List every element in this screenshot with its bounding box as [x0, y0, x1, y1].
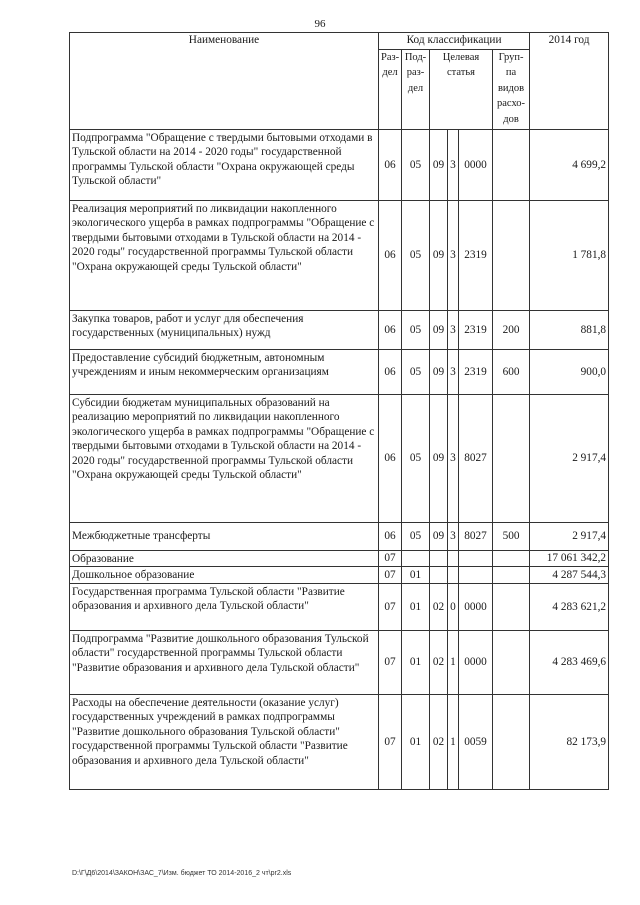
row-target-item: 2319 [459, 349, 493, 394]
budget-table [69, 32, 609, 790]
row-podrazdel: 05 [402, 349, 430, 394]
row-sum: 881,8 [530, 310, 609, 349]
row-target-item [459, 567, 493, 584]
row-target-sub [448, 567, 459, 584]
row-target-item: 0059 [459, 694, 493, 789]
row-name: Межбюджетные трансферты [70, 522, 379, 550]
row-name: Предоставление субсидий бюджетным, автономным учреждениям и иным некоммерческим организациям [70, 349, 379, 394]
header-gruppa: Груп-па видов расхо-дов [493, 49, 530, 129]
row-target-item: 2319 [459, 200, 493, 310]
row-target-program [430, 567, 448, 584]
row-target-program: 09 [430, 349, 448, 394]
row-sum: 900,0 [530, 349, 609, 394]
row-sum: 17 061 342,2 [530, 550, 609, 567]
table-row [70, 550, 609, 567]
row-target-sub: 0 [448, 583, 459, 630]
row-target-item [459, 550, 493, 567]
row-expense-group [493, 694, 530, 789]
row-expense-group: 500 [493, 522, 530, 550]
table-row [70, 567, 609, 584]
row-name: Подпрограмма "Развитие дошкольного образования Тульской области" государственной программы Тульской области "Развитие образования и архивного дела Тульской области" [70, 630, 379, 694]
row-name: Закупка товаров, работ и услуг для обеспечения государственных (муниципальных) нужд [70, 310, 379, 349]
row-name: Государственная программа Тульской области "Развитие образования и архивного дела Тульской области" [70, 583, 379, 630]
row-podrazdel: 01 [402, 630, 430, 694]
row-podrazdel: 05 [402, 310, 430, 349]
table-row [70, 694, 609, 789]
row-target-program: 02 [430, 694, 448, 789]
row-razdel: 06 [379, 310, 402, 349]
row-expense-group [493, 583, 530, 630]
row-expense-group: 200 [493, 310, 530, 349]
row-razdel: 06 [379, 522, 402, 550]
row-expense-group [493, 394, 530, 522]
row-target-sub: 3 [448, 129, 459, 200]
row-target-sub [448, 550, 459, 567]
row-podrazdel: 05 [402, 394, 430, 522]
row-target-item: 0000 [459, 583, 493, 630]
row-name: Субсидии бюджетам муниципальных образований на реализацию мероприятий по ликвидации накопленного экологического ущерба в рамках подпрограммы "Обращение с твердыми бытовыми отходами в Тульской области на 2014 - 2020 годы" государственной программы Тульской области "Охрана окружающей среды Тульской области" [70, 394, 379, 522]
page-number: 96 [314, 18, 326, 30]
row-podrazdel: 01 [402, 567, 430, 584]
row-name: Подпрограмма "Обращение с твердыми бытовыми отходами в Тульской области на 2014 - 2020 годы" государственной программы Тульской области "Охрана окружающей среды Тульской области" [70, 129, 379, 200]
row-target-program: 02 [430, 583, 448, 630]
header-code-group: Код классификации [379, 33, 530, 50]
header-razdel: Раз-дел [379, 49, 402, 129]
row-sum: 4 699,2 [530, 129, 609, 200]
row-podrazdel [402, 550, 430, 567]
table-row [70, 310, 609, 349]
row-sum: 4 287 544,3 [530, 567, 609, 584]
row-name: Образование [70, 550, 379, 567]
table-row [70, 522, 609, 550]
table-row [70, 394, 609, 522]
table-row [70, 349, 609, 394]
row-podrazdel: 01 [402, 583, 430, 630]
footer-file-path: D:\Г\Д6\2014\ЗАКОН\ЗАС_7\Изм. бюджет ТО 2014-2016_2 чт\pr2.xls [72, 870, 292, 877]
row-podrazdel: 01 [402, 694, 430, 789]
row-name: Реализация мероприятий по ликвидации накопленного экологического ущерба в рамках подпрограммы "Обращение с твердыми бытовыми отходами в Тульской области на 2014 - 2020 годы" государственной программы Тульской области "Охрана окружающей среды Тульской области" [70, 200, 379, 310]
row-target-item: 0000 [459, 129, 493, 200]
row-target-sub: 1 [448, 694, 459, 789]
row-expense-group [493, 567, 530, 584]
row-target-sub: 3 [448, 200, 459, 310]
table-row [70, 129, 609, 200]
header-celevaya: Целевая статья [430, 49, 493, 129]
row-podrazdel: 05 [402, 522, 430, 550]
row-expense-group [493, 200, 530, 310]
row-razdel: 07 [379, 694, 402, 789]
row-razdel: 07 [379, 550, 402, 567]
row-target-item: 8027 [459, 394, 493, 522]
row-expense-group [493, 550, 530, 567]
row-name: Расходы на обеспечение деятельности (оказание услуг) государственных учреждений в рамках подпрограммы "Развитие дошкольного образования Тульской области" государственной программы Тульской области "Развитие образования и архивного дела Тульской области" [70, 694, 379, 789]
row-razdel: 07 [379, 567, 402, 584]
row-target-sub: 3 [448, 394, 459, 522]
row-sum: 1 781,8 [530, 200, 609, 310]
row-razdel: 06 [379, 394, 402, 522]
row-razdel: 07 [379, 583, 402, 630]
row-name: Дошкольное образование [70, 567, 379, 584]
row-target-sub: 3 [448, 310, 459, 349]
row-target-program: 09 [430, 394, 448, 522]
table-row [70, 630, 609, 694]
row-target-item: 2319 [459, 310, 493, 349]
row-target-program: 02 [430, 630, 448, 694]
row-target-sub: 1 [448, 630, 459, 694]
table-row [70, 583, 609, 630]
row-sum: 2 917,4 [530, 394, 609, 522]
row-podrazdel: 05 [402, 200, 430, 310]
row-razdel: 06 [379, 129, 402, 200]
row-podrazdel: 05 [402, 129, 430, 200]
row-expense-group [493, 129, 530, 200]
row-expense-group: 600 [493, 349, 530, 394]
row-sum: 82 173,9 [530, 694, 609, 789]
header-podrazdel: Под-раз-дел [402, 49, 430, 129]
row-sum: 4 283 469,6 [530, 630, 609, 694]
row-expense-group [493, 630, 530, 694]
row-target-sub: 3 [448, 522, 459, 550]
row-razdel: 06 [379, 200, 402, 310]
row-target-program [430, 550, 448, 567]
header-name: Наименование [70, 33, 379, 130]
row-sum: 2 917,4 [530, 522, 609, 550]
row-razdel: 07 [379, 630, 402, 694]
row-target-program: 09 [430, 129, 448, 200]
row-razdel: 06 [379, 349, 402, 394]
row-target-item: 8027 [459, 522, 493, 550]
row-target-program: 09 [430, 200, 448, 310]
row-sum: 4 283 621,2 [530, 583, 609, 630]
row-target-program: 09 [430, 522, 448, 550]
row-target-sub: 3 [448, 349, 459, 394]
header-year: 2014 год [530, 33, 609, 130]
row-target-item: 0000 [459, 630, 493, 694]
row-target-program: 09 [430, 310, 448, 349]
table-row [70, 200, 609, 310]
